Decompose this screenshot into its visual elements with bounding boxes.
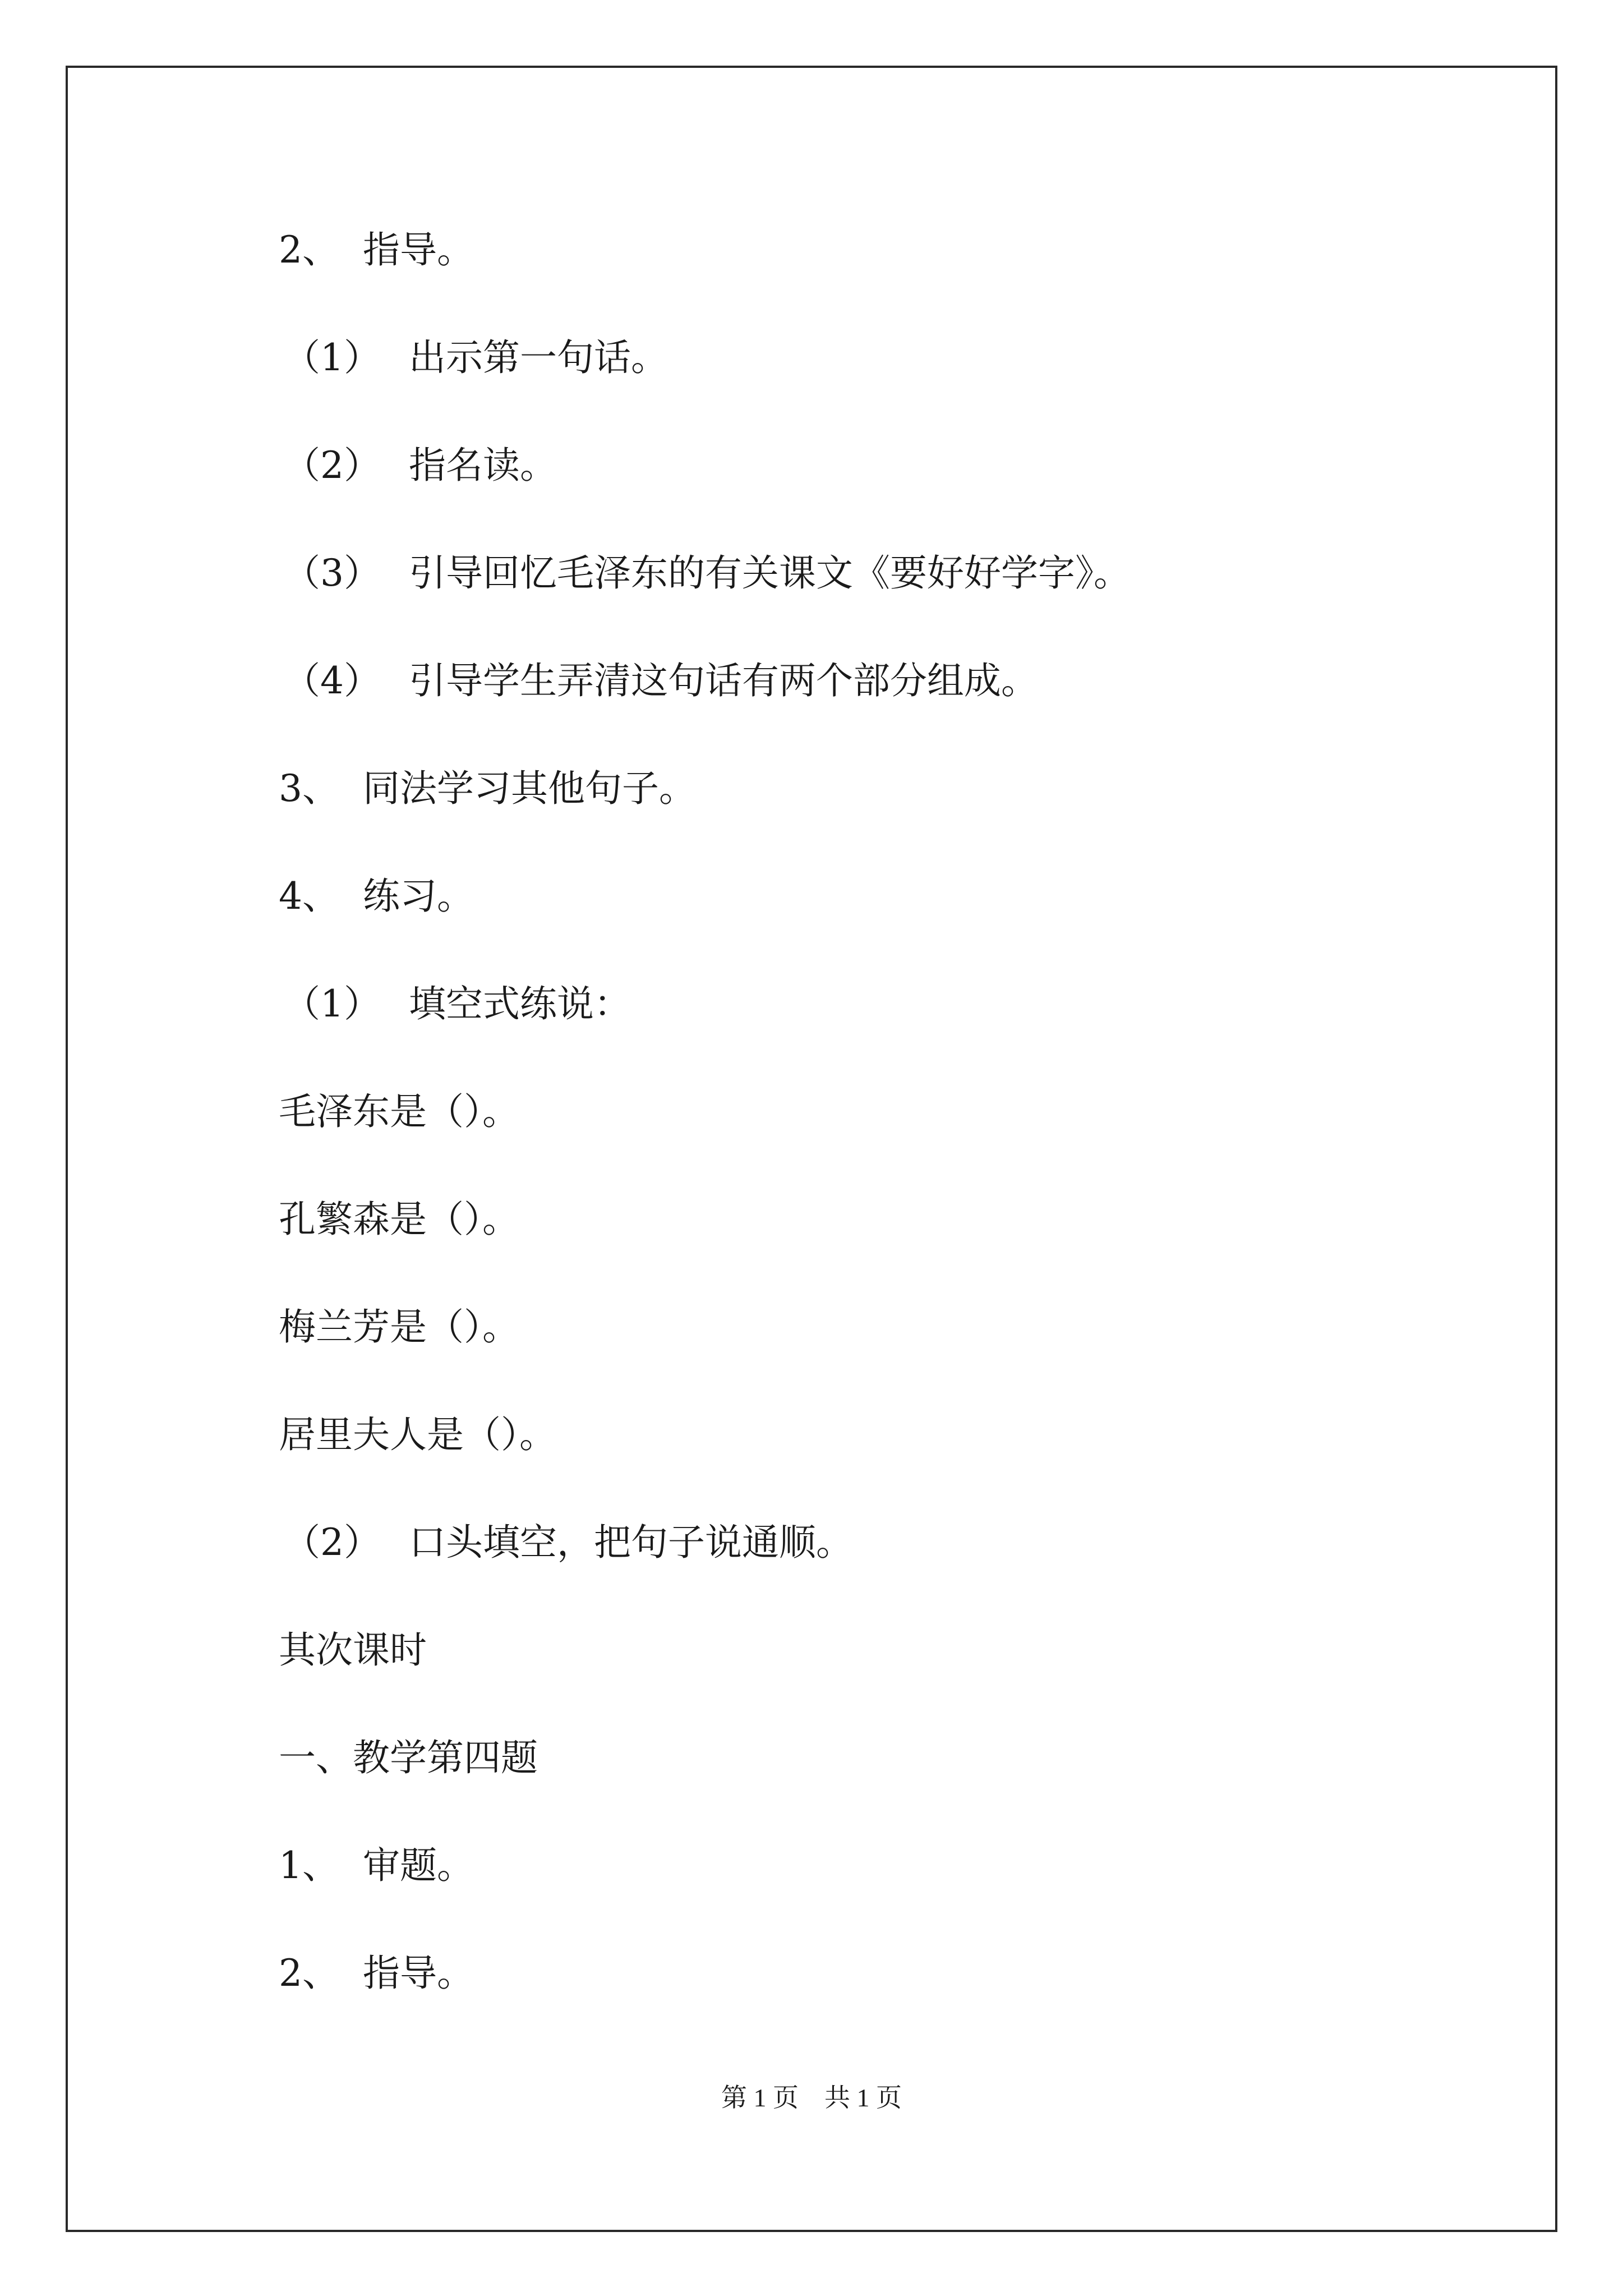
- line-text: 引导回忆毛泽东的有关课文《要好好学字》。: [409, 551, 1131, 595]
- line-14: [279, 1623, 1456, 1731]
- line-13: [283, 1516, 1456, 1623]
- line-text: 填空式练说：: [409, 982, 631, 1025]
- line-12: [279, 1408, 1456, 1516]
- line-text: 指导。: [363, 1952, 474, 1995]
- line-10: [279, 1193, 1456, 1300]
- line-15: [279, 1731, 1456, 1839]
- line-number: （4）: [283, 659, 381, 702]
- line-4: [283, 546, 1456, 654]
- line-number: 2、: [279, 228, 339, 272]
- line-text: 口头填空，把句子说通顺。: [409, 1521, 853, 1564]
- line-number: （3）: [283, 551, 381, 595]
- line-17: [279, 1947, 1456, 2054]
- line-text: 一、教学第四题: [279, 1736, 538, 1779]
- line-number: 4、: [279, 875, 339, 918]
- line-text: 毛泽东是（）。: [279, 1090, 519, 1133]
- line-number: （1）: [283, 982, 381, 1025]
- line-6: [279, 762, 1456, 869]
- document-body: [279, 223, 1456, 2054]
- line-text: 练习。: [363, 875, 474, 918]
- line-text: 出示第一句话。: [409, 336, 668, 379]
- line-number: （1）: [283, 336, 381, 379]
- page-total: 共 1 页: [824, 2083, 902, 2112]
- page-footer: [0, 2081, 1623, 2115]
- line-number: （2）: [283, 1521, 381, 1564]
- line-5: [283, 654, 1456, 762]
- line-text: 梅兰芳是（）。: [279, 1305, 519, 1349]
- line-number: （2）: [283, 444, 381, 487]
- line-7: [279, 869, 1456, 977]
- line-2: [283, 331, 1456, 439]
- line-number: 3、: [279, 767, 339, 810]
- line-text: 孔繁森是（）。: [279, 1198, 519, 1241]
- line-text: 指名读。: [409, 444, 557, 487]
- line-number: 1、: [279, 1844, 339, 1887]
- line-9: [279, 1085, 1456, 1193]
- line-1: [279, 223, 1456, 331]
- line-text: 同法学习其他句子。: [363, 767, 696, 810]
- line-text: 引导学生弄清这句话有两个部分组成。: [409, 659, 1038, 702]
- line-3: [283, 439, 1456, 546]
- line-number: 2、: [279, 1952, 339, 1995]
- line-text: 审题。: [363, 1844, 474, 1887]
- line-16: [279, 1839, 1456, 1947]
- line-text: 居里夫人是（）。: [279, 1413, 556, 1456]
- page-number: 第 1 页: [721, 2083, 799, 2112]
- line-text: 其次课时: [279, 1628, 427, 1672]
- line-11: [279, 1300, 1456, 1408]
- line-text: 指导。: [363, 228, 474, 272]
- line-8: [283, 977, 1456, 1085]
